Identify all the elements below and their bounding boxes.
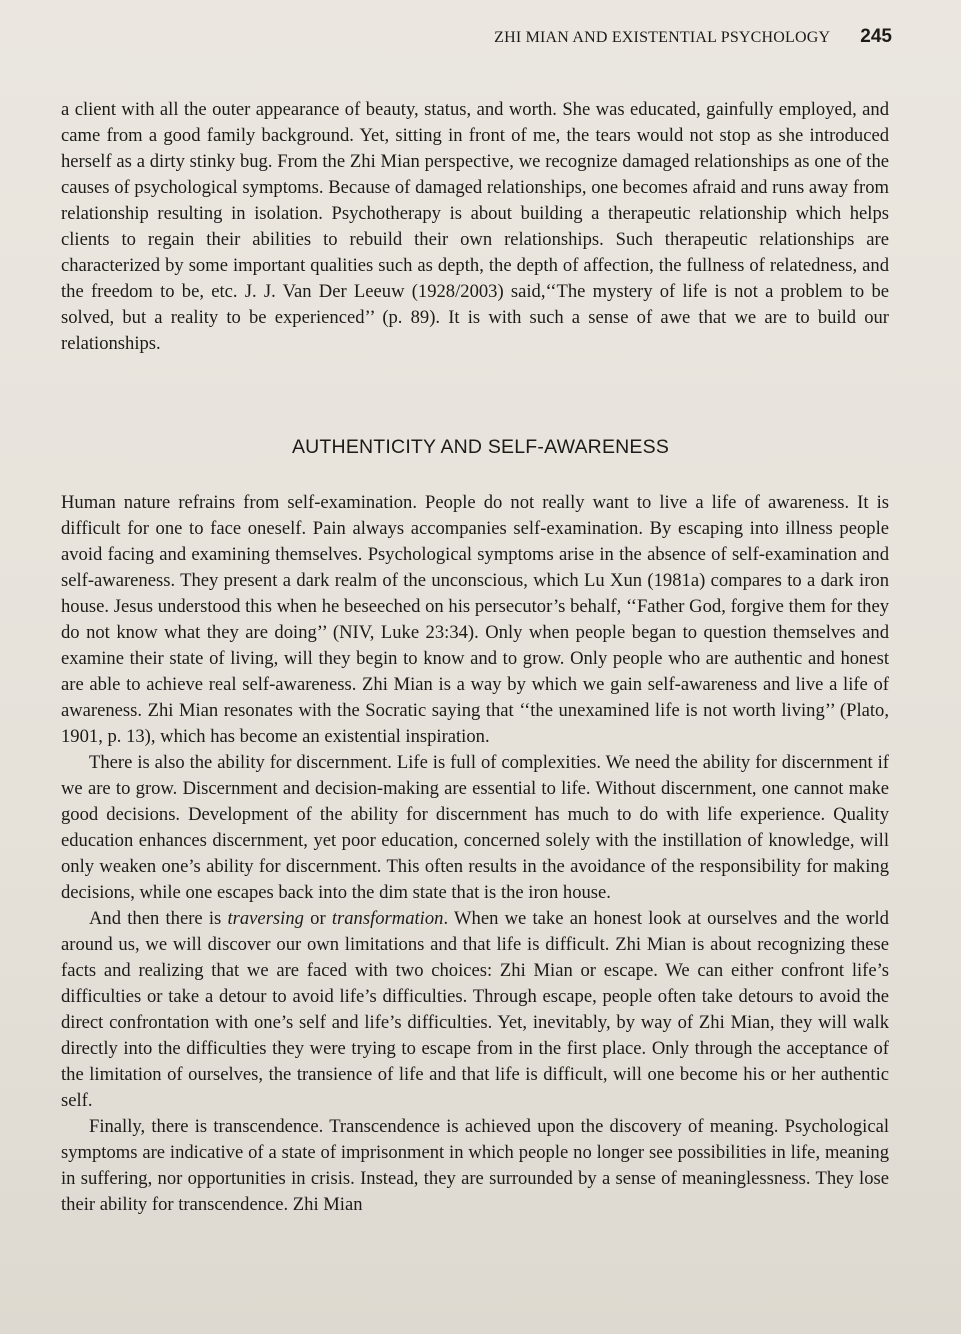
emphasis-traversing: traversing	[227, 908, 304, 929]
page-number: 245	[860, 26, 892, 47]
transformation-text-start: And then there is	[89, 908, 228, 929]
section-heading: AUTHENTICITY AND SELF-AWARENESS	[291, 436, 670, 458]
running-title: ZHI MIAN AND EXISTENTIAL PSYCHOLOGY	[494, 29, 831, 46]
emphasis-transformation: transformation	[331, 908, 444, 929]
paragraph-transformation	[61, 906, 889, 1114]
continued-text-block	[61, 97, 889, 357]
transformation-text-rest: . When we take an honest look at ourselves and the world around us, we will discover our own limitations and that life is difficult. Zhi Mian is about recognizing these facts and realizing that we are faced with two choices: Zhi Mian or escape. We can either confront life’s difficulties or take a detour to avoid life’s difficulties. Through escape, people often take detours to avoid the direct confrontation with one’s self and life’s difficulties. Yet, inevitably, by way of Zhi Mian, they will walk directly into the difficulties they were trying to escape from in the first place. Only through the acceptance of the limitation of ourselves, the transience of life and that life is difficult, will one become his or her authentic self.	[61, 908, 889, 1111]
paragraph-self-examination: Human nature refrains from self-examination. People do not really want to live a life of awareness. It is difficult for one to face oneself. Pain always accompanies self-examination. By escaping into illness people avoid facing and examining themselves. Psychological symptoms arise in the absence of self-examination and self-awareness. They present a dark realm of the unconscious, which Lu Xun (1981a) compares to a dark iron house. Jesus understood this when he beseeched on his persecutor’s behalf, ‘‘Father God, forgive them for they do not know what they are doing’’ (NIV, Luke 23:34). Only when people began to question themselves and examine their state of living, will they begin to know and to grow. Only people who are authentic and honest are able to achieve real self-awareness. Zhi Mian is a way by which we gain self-awareness and live a life of awareness. Zhi Mian resonates with the Socratic saying that ‘‘the unexamined life is not worth living’’ (Plato, 1901, p. 13), which has become an existential inspiration.	[61, 492, 889, 747]
paragraph-continued: a client with all the outer appearance of beauty, status, and worth. She was educated, gainfully employed, and came from a good family background. Yet, sitting in front of me, the tears would not stop as she introduced herself as a dirty stinky bug. From the Zhi Mian perspective, we recognize damaged relationships as one of the causes of psychological symptoms. Because of damaged relationships, one becomes afraid and runs away from relationship resulting in isolation. Psychotherapy is about building a therapeutic relationship which helps clients to regain their abilities to rebuild their own relationships. Such therapeutic relationships are characterized by some important qualities such as depth, the depth of affection, the fullness of relatedness, and the freedom to be, etc. J. J. Van Der Leeuw (1928/2003) said,‘‘The mystery of life is not a problem to be solved, but a reality to be experienced’’ (p. 89). It is with such a sense of awe that we are to build our relationships.	[61, 99, 889, 354]
transformation-text-mid: or	[303, 908, 332, 929]
section-text-block	[61, 490, 889, 1218]
paragraph-transcendence: Finally, there is transcendence. Transcendence is achieved upon the discovery of meaning. Psychological symptoms are indicative of a state of imprisonment in which people no longer see possibilities in life, meaning in suffering, nor opportunities in crisis. Instead, they are surrounded by a sense of meaninglessness. They lose their ability for transcendence. Zhi Mian	[61, 1116, 889, 1215]
running-head	[440, 26, 892, 48]
paragraph-discernment: There is also the ability for discernment. Life is full of complexities. We need the ability for discernment if we are to grow. Discernment and decision-making are essential to life. Without discernment, one cannot make good decisions. Development of the ability for discernment has much to do with life experience. Quality education enhances discernment, yet poor education, concerned solely with the instillation of knowledge, will only weaken one’s ability for discernment. This often results in the avoidance of the responsibility for making decisions, while one escapes back into the dim state that is the iron house.	[61, 752, 889, 903]
